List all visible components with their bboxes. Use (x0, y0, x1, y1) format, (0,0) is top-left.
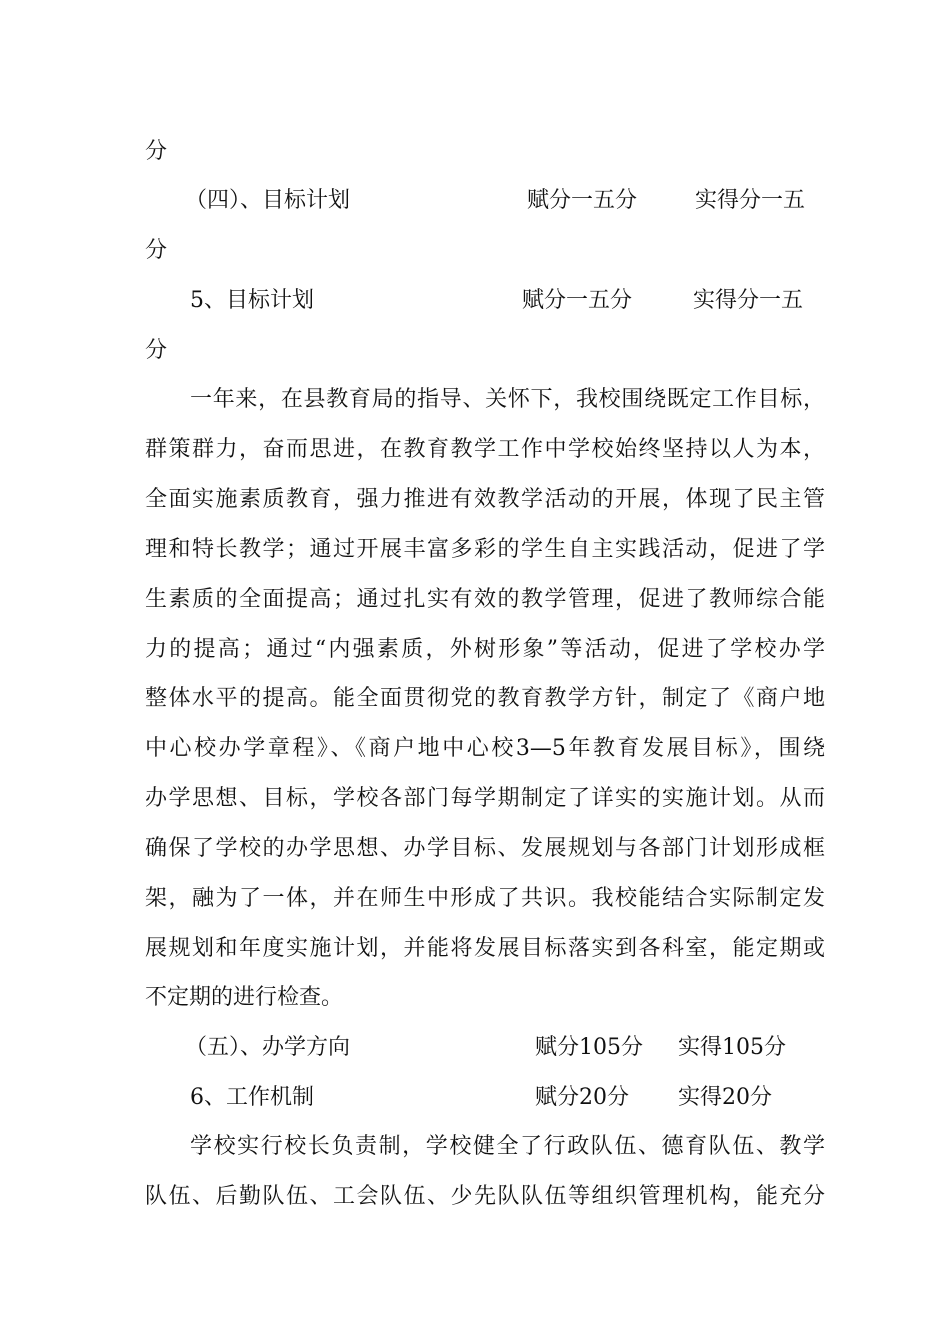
paragraph-line: 展规划和年度实施计划，并能将发展目标落实到各科室，能定期或 (145, 936, 825, 961)
paragraph-line: 队伍、后勤队伍、工会队伍、少先队队伍等组织管理机构，能充分 (145, 1184, 825, 1209)
score-item: 6、工作机制 (190, 1085, 314, 1110)
score-obtained: 实得分一五 (693, 288, 804, 313)
text-line: 分 (145, 238, 168, 263)
paragraph-line: 力的提高；通过“内强素质，外树形象”等活动，促进了学校办学 (145, 637, 825, 662)
paragraph-line: 学校实行校长负责制，学校健全了行政队伍、德育队伍、教学 (190, 1134, 825, 1159)
text-line: 分 (145, 139, 168, 164)
score-assigned: 赋分一五分 (522, 288, 633, 313)
paragraph-line: 架，融为了一体，并在师生中形成了共识。我校能结合实际制定发 (145, 886, 825, 911)
score-row (145, 287, 825, 315)
paragraph-line: 不定期的进行检查。 (145, 985, 344, 1010)
paragraph-line: 生素质的全面提高；通过扎实有效的教学管理，促进了教师综合能 (145, 587, 825, 612)
score-obtained: 实得20分 (678, 1085, 772, 1110)
score-obtained: 实得分一五 (695, 188, 806, 213)
score-item: （四）、目标计划 (185, 188, 351, 213)
score-assigned: 赋分一五分 (527, 188, 638, 213)
paragraph-line: 群策群力，奋而思进，在教育教学工作中学校始终坚持以人为本， (145, 437, 825, 462)
paragraph-line: 办学思想、目标，学校各部门每学期制定了详实的实施计划。从而 (145, 786, 825, 811)
score-row (145, 1084, 825, 1112)
paragraph-line: 整体水平的提高。能全面贯彻党的教育教学方针，制定了《商户地 (145, 686, 825, 711)
score-row (145, 187, 825, 215)
score-item: （五）、办学方向 (185, 1035, 351, 1060)
score-assigned: 赋分105分 (535, 1035, 643, 1060)
score-assigned: 赋分20分 (535, 1085, 629, 1110)
score-item: 5、目标计划 (190, 288, 314, 313)
paragraph-line: 全面实施素质教育，强力推进有效教学活动的开展，体现了民主管 (145, 487, 825, 512)
score-row (145, 1034, 825, 1062)
text-line: 分 (145, 338, 168, 363)
score-obtained: 实得105分 (678, 1035, 786, 1060)
paragraph-line: 一年来，在县教育局的指导、关怀下，我校围绕既定工作目标， (190, 387, 825, 412)
paragraph-line: 中心校办学章程》、《商户地中心校3—5年教育发展目标》，围绕 (145, 736, 825, 761)
paragraph-line: 确保了学校的办学思想、办学目标、发展规划与各部门计划形成框 (145, 836, 825, 861)
paragraph-line: 理和特长教学；通过开展丰富多彩的学生自主实践活动，促进了学 (145, 537, 825, 562)
